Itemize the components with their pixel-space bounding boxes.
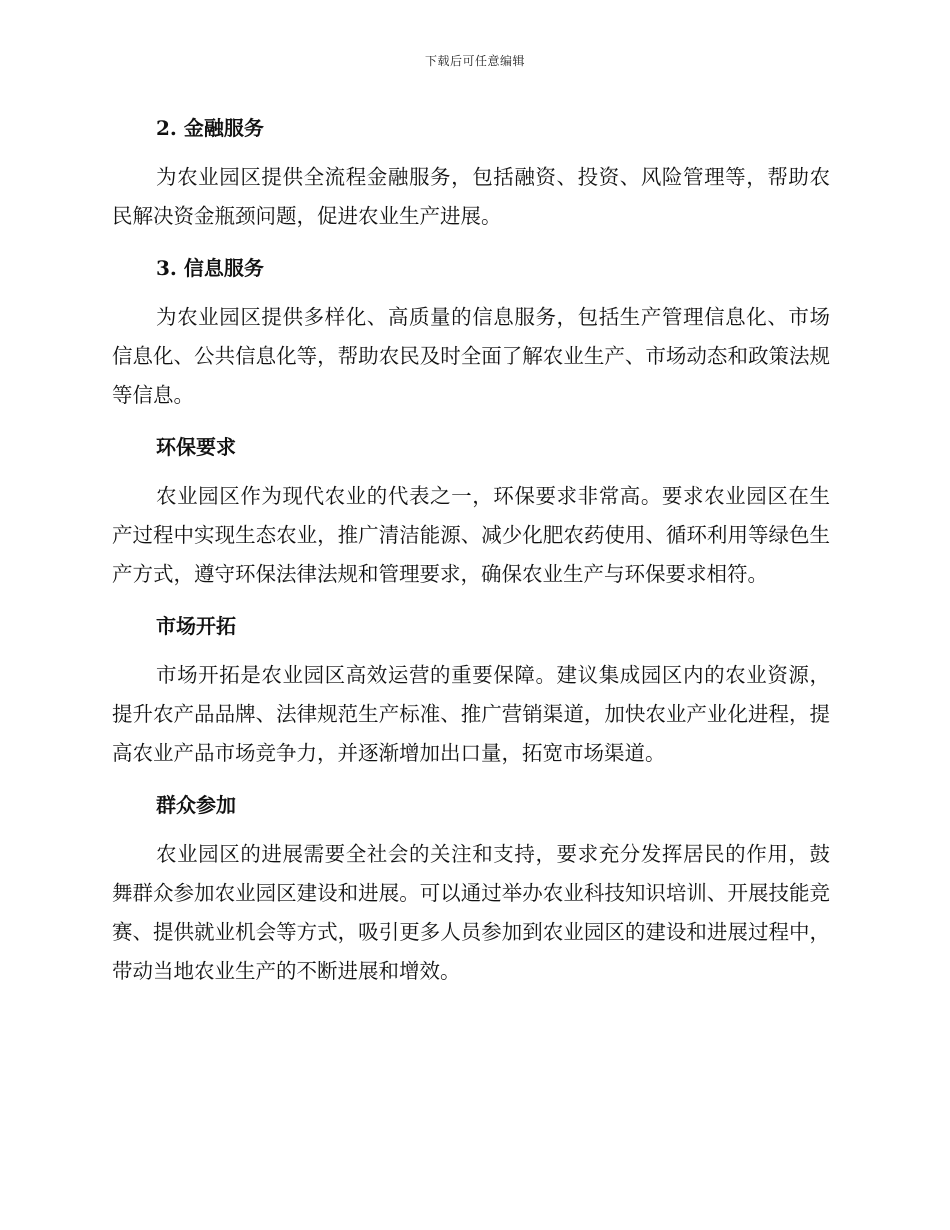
section-heading-market-development: 市场开拓 — [156, 614, 236, 638]
section-heading-information-services: 3. 信息服务 — [156, 256, 264, 280]
section-body-market-development: 市场开拓是农业园区高效运营的重要保障。建议集成园区内的农业资源，提升农产品品牌、法律规范生产标准、推广营销渠道，加快农业产业化进程，提高农业产品市场竞争力，并逐渐增加出口量，拓宽市场渠道。 — [112, 663, 830, 765]
section-body-public-participation: 农业园区的进展需要全社会的关注和支持，要求充分发挥居民的作用，鼓舞群众参加农业园区建设和进展。可以通过举办农业科技知识培训、开展技能竞赛、提供就业机会等方式，吸引更多人员参加到农业园区的建设和进展过程中，带动当地农业生产的不断进展和增效。 — [112, 842, 830, 983]
document-body — [112, 108, 830, 1003]
section-body-information-services: 为农业园区提供多样化、高质量的信息服务，包括生产管理信息化、市场信息化、公共信息化等，帮助农民及时全面了解农业生产、市场动态和政策法规等信息。 — [112, 305, 830, 407]
section-heading-financial-services: 2. 金融服务 — [156, 116, 264, 140]
page-header: 下载后可任意编辑 — [424, 54, 525, 68]
section-heading-environmental-requirements: 环保要求 — [156, 435, 236, 459]
section-heading-public-participation: 群众参加 — [156, 793, 236, 817]
section-body-environmental-requirements: 农业园区作为现代农业的代表之一，环保要求非常高。要求农业园区在生产过程中实现生态农业，推广清洁能源、减少化肥农药使用、循环利用等绿色生产方式，遵守环保法律法规和管理要求，确保农业生产与环保要求相符。 — [112, 484, 830, 586]
section-body-financial-services: 为农业园区提供全流程金融服务，包括融资、投资、风险管理等，帮助农民解决资金瓶颈问题，促进农业生产进展。 — [112, 165, 830, 228]
